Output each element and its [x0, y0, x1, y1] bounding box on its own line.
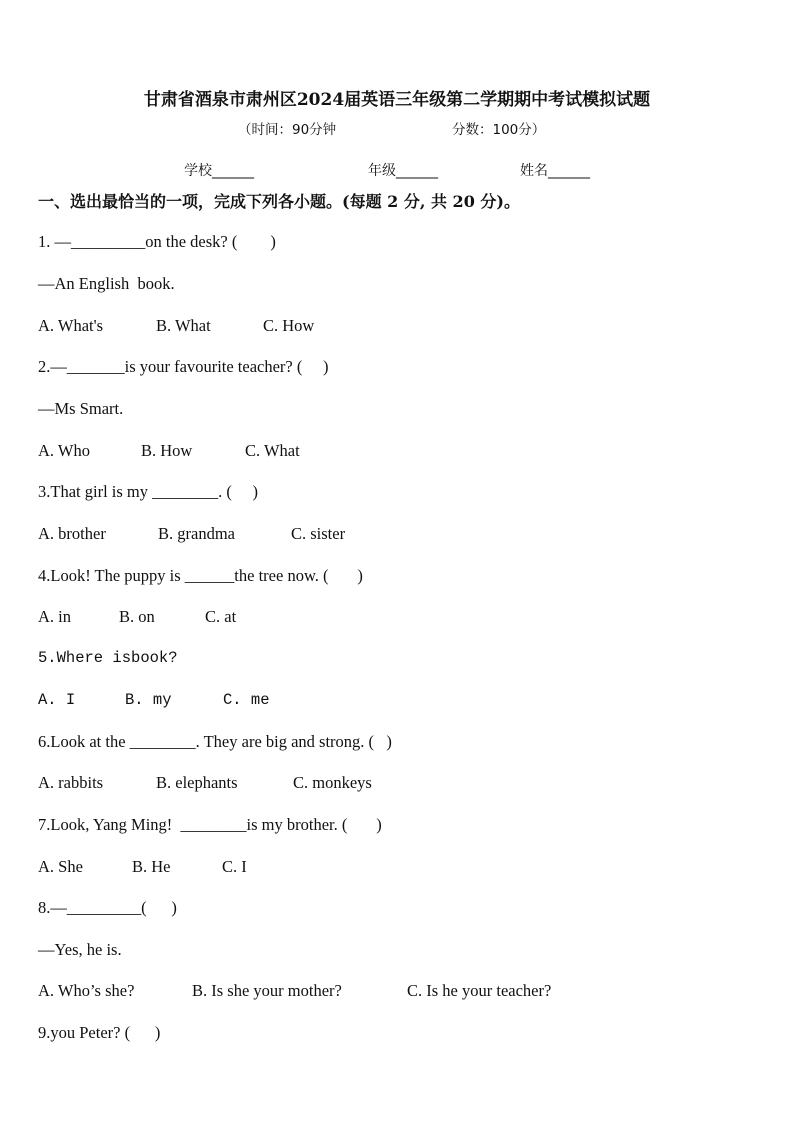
option-a: A. I [38, 691, 76, 709]
grade-field: 年级______ [368, 163, 438, 179]
question-stem: 7.Look, Yang Ming! ________is my brother. ( ) [38, 815, 382, 834]
section-heading: 一、选出最恰当的一项，完成下列各小题。(每题 2 分, 共 20 分)。 [38, 192, 520, 211]
option-a: A. brother [38, 524, 106, 543]
option-c: C. at [205, 607, 237, 626]
option-c: C. What [245, 441, 300, 460]
option-a: A. Who [38, 441, 90, 460]
option-c: C. sister [291, 524, 346, 543]
option-a: A. She [38, 857, 83, 876]
exam-score: 分数：100分） [452, 122, 546, 138]
question-reply: —Ms Smart. [38, 399, 124, 418]
option-b: B. How [141, 441, 193, 460]
option-b: B. grandma [158, 524, 235, 543]
question-stem: 3.That girl is my ________. ( ) [38, 482, 258, 501]
school-field: 学校______ [184, 163, 254, 179]
question-stem: 4.Look! The puppy is ______the tree now. ( ) [38, 566, 363, 585]
option-c: C. I [222, 857, 247, 876]
option-b: B. my [125, 691, 172, 709]
option-a: A. Who’s she? [38, 981, 135, 1000]
option-c: C. monkeys [293, 773, 372, 792]
exam-time: （时间：90分钟 [238, 122, 337, 138]
question-stem: 6.Look at the ________. They are big and strong. ( ) [38, 732, 392, 751]
option-b: B. on [119, 607, 155, 626]
exam-title: 甘肃省酒泉市肃州区2024届英语三年级第二学期期中考试模拟试题 [143, 90, 651, 110]
question-stem: 1. —_________on the desk? ( ) [38, 232, 276, 251]
option-b: B. Is she your mother? [192, 981, 342, 1000]
option-c: C. me [223, 691, 270, 709]
option-c: C. How [263, 316, 315, 335]
option-b: B. He [132, 857, 171, 876]
option-b: B. elephants [156, 773, 238, 792]
option-c: C. Is he your teacher? [407, 981, 552, 1000]
option-b: B. What [156, 316, 211, 335]
question-stem: 8.—_________( ) [38, 898, 177, 917]
option-a: A. What's [38, 316, 103, 335]
question-reply: —An English book. [38, 274, 175, 293]
name-field: 姓名______ [520, 163, 590, 179]
question-reply: —Yes, he is. [38, 940, 122, 959]
question-stem: 9.you Peter? ( ) [38, 1023, 161, 1042]
question-stem: 5.Where isbook? [38, 649, 178, 667]
option-a: A. in [38, 607, 71, 626]
question-stem: 2.—_______is your favourite teacher? ( ) [38, 357, 329, 376]
option-a: A. rabbits [38, 773, 104, 792]
